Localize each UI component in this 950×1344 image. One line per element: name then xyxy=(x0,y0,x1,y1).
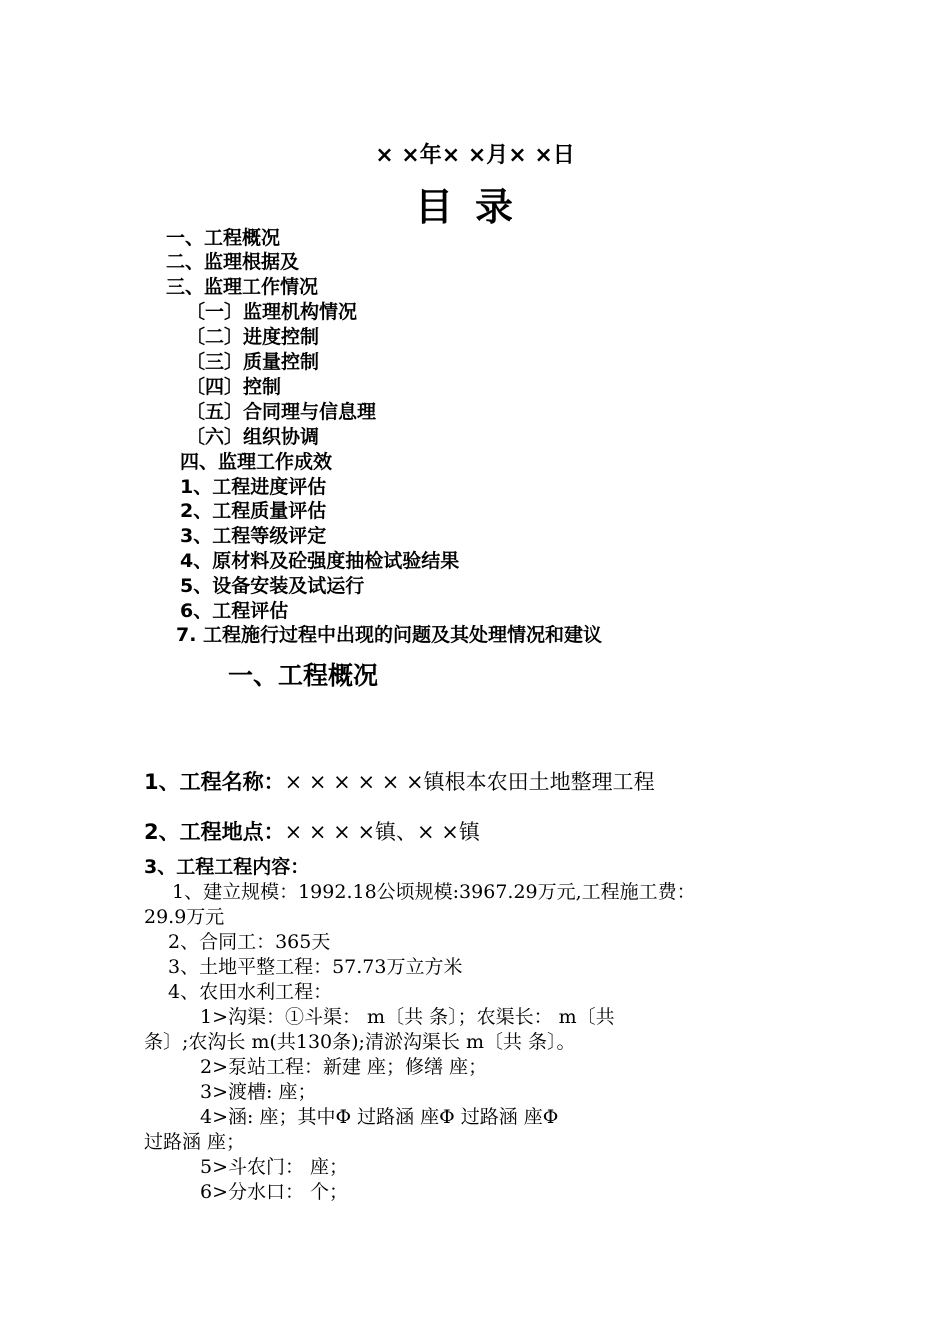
content-line: 6>分水口： 个； xyxy=(200,1181,349,1203)
toc-item: 2、工程质量评估 xyxy=(180,500,327,522)
project-location-row xyxy=(144,816,480,846)
content-line: 1>沟渠：①斗渠： m〔共 条〕；农渠长： m〔共 xyxy=(200,1006,615,1028)
toc-item: 4、原材料及砼强度抽检试验结果 xyxy=(180,550,460,572)
toc-item: 〔一〕监理机构情况 xyxy=(186,301,358,323)
toc-item: 〔三〕质量控制 xyxy=(186,351,320,373)
toc-item: 〔五〕合同理与信息理 xyxy=(186,401,377,423)
project-location-label: 2、工程地点： xyxy=(144,820,285,844)
toc-item: 7. 工程施行过程中出现的问题及其处理情况和建议 xyxy=(176,624,603,646)
toc-item: 〔六〕组织协调 xyxy=(186,426,320,448)
toc-item: 1、工程进度评估 xyxy=(180,476,327,498)
toc-item: 三、监理工作情况 xyxy=(166,276,319,298)
project-location-value: × × × ×镇、× ×镇 xyxy=(284,820,480,844)
toc-item: 〔四〕控制 xyxy=(186,376,282,398)
toc-item: 3、工程等级评定 xyxy=(180,525,327,547)
project-name-label: 1、工程名称： xyxy=(144,770,285,794)
project-name-row xyxy=(144,766,655,796)
toc-title: 目录 xyxy=(414,185,535,229)
section-title: 一、工程概况 xyxy=(228,661,379,690)
content-line: 条〕;农沟长 m(共130条);清淤沟渠长 m〔共 条〕。 xyxy=(144,1031,576,1053)
content-line: 过路涵 座； xyxy=(144,1131,246,1153)
toc-item: 6、工程评估 xyxy=(180,600,289,622)
toc-item: 二、监理根据及 xyxy=(166,251,300,273)
date-line: × ×年× ×月× ×日 xyxy=(375,143,575,168)
content-line: 5>斗农门： 座； xyxy=(200,1156,349,1178)
content-line: 2>泵站工程：新建 座；修缮 座； xyxy=(200,1056,488,1078)
content-line: 2、合同工：365天 xyxy=(168,931,331,953)
content-line: 4>涵: 座；其中Φ 过路涵 座Φ 过路涵 座Φ xyxy=(200,1106,559,1128)
project-name-value: × × × × × ×镇根本农田土地整理工程 xyxy=(284,770,655,794)
toc-item: 一、工程概况 xyxy=(166,227,281,249)
content-line: 29.9万元 xyxy=(144,906,225,928)
content-line: 1、建立规模：1992.18公顷规模:3967.29万元,工程施工费： xyxy=(172,881,696,903)
content-heading: 3、工程工程内容： xyxy=(144,856,310,878)
content-line: 4、农田水利工程： xyxy=(168,981,333,1003)
content-line: 3、土地平整工程：57.73万立方米 xyxy=(168,956,463,978)
toc-item: 四、监理工作成效 xyxy=(180,451,333,473)
content-line: 3>渡槽: 座； xyxy=(200,1081,317,1103)
toc-item: 〔二〕进度控制 xyxy=(186,326,320,348)
toc-item: 5、设备安装及试运行 xyxy=(180,575,365,597)
